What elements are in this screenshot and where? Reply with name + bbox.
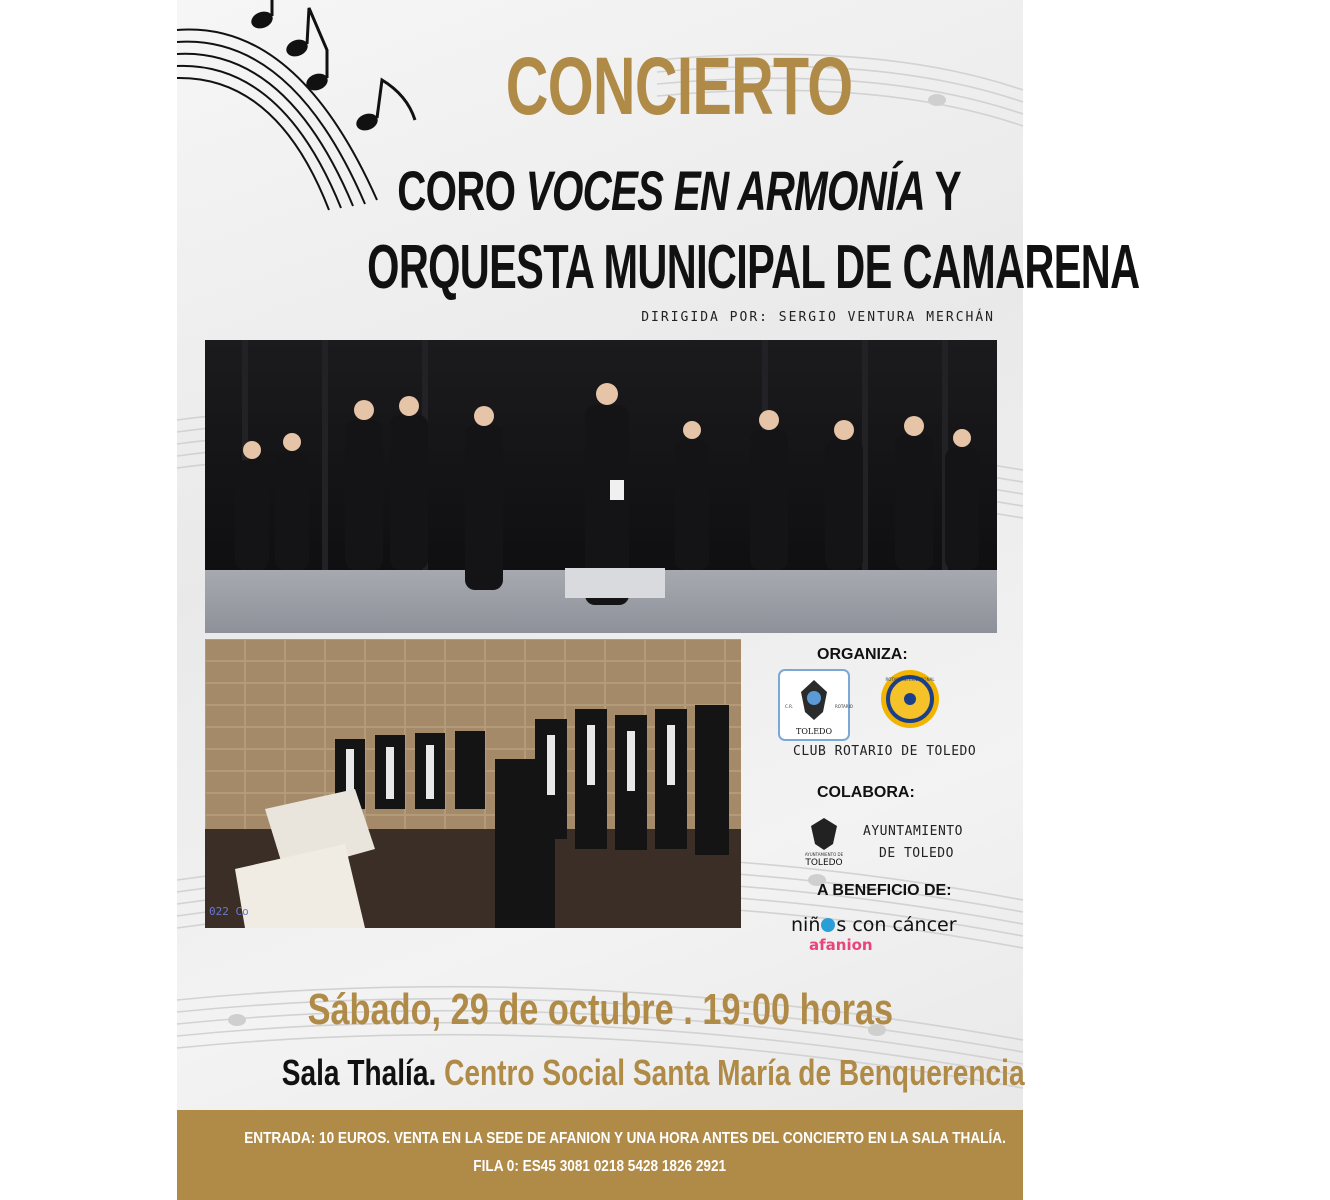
afanion-brand-b: s con cáncer	[836, 914, 957, 936]
organiza-name: CLUB ROTARIO DE TOLEDO	[793, 744, 977, 759]
ticket-info-line-1: ENTRADA: 10 EUROS. VENTA EN LA SEDE DE AFANION Y UNA HORA ANTES DEL CONCIERTO EN LA SALA THALÍA.	[244, 1130, 1006, 1147]
subtitle-line-2	[177, 228, 1140, 308]
beneficio-label: A BENEFICIO DE:	[817, 882, 952, 899]
event-venue	[177, 1045, 1023, 1101]
logo1-side: ROTARIO	[835, 704, 853, 709]
club-rotario-toledo-logo	[777, 668, 851, 742]
concert-poster	[177, 0, 1140, 1200]
subtitle-line-1-part-1: CORO	[397, 158, 526, 222]
ticket-info-line-2: FILA 0: ES45 3081 0218 5428 1826 2921	[473, 1158, 727, 1175]
orchestra-name: ORQUESTA MUNICIPAL DE CAMARENA	[367, 233, 1140, 302]
poster-title: CONCIERTO	[505, 41, 853, 132]
photo-caption: 022 Co	[209, 905, 249, 918]
logo1-side-left: C.R.	[785, 704, 793, 709]
event-date	[177, 980, 1023, 1040]
rotary-international-logo	[879, 668, 941, 730]
subtitle-line-1-part-2: Y	[925, 158, 961, 222]
logo1-text: TOLEDO	[795, 727, 833, 736]
director-credit: DIRIGIDA POR: SERGIO VENTURA MERCHÁN	[641, 310, 995, 325]
venue-place: Sala Thalía.	[281, 1052, 437, 1093]
logo-city: TOLEDO	[805, 858, 843, 868]
colabora-name-1: AYUNTAMIENTO	[863, 824, 963, 839]
colabora-name-2: DE TOLEDO	[879, 846, 954, 861]
logo-small: AYUNTAMIENTO DE	[804, 852, 844, 857]
logo2-text: ROTARY INTERNATIONAL	[885, 677, 935, 682]
afanion-sub: afanion	[809, 936, 873, 954]
venue-address: Centro Social Santa María de Benquerencia	[436, 1052, 1025, 1093]
colabora-label: COLABORA:	[817, 784, 915, 801]
ayuntamiento-toledo-logo	[795, 816, 853, 866]
afanion-brand-a: niñ	[791, 914, 821, 936]
afanion-logo	[791, 914, 957, 936]
afanion-face-icon	[821, 918, 835, 932]
orchestra-photo	[205, 340, 997, 633]
ticket-info-bar	[177, 1110, 1023, 1200]
subtitle-line-1	[177, 150, 1023, 230]
event-date-text: Sábado, 29 de octubre . 19:00 horas	[307, 985, 893, 1034]
choir-name: VOCES EN ARMONÍA	[525, 158, 926, 222]
organiza-label: ORGANIZA:	[817, 646, 908, 663]
choir-photo	[205, 639, 741, 928]
sponsors-panel	[755, 640, 1005, 970]
